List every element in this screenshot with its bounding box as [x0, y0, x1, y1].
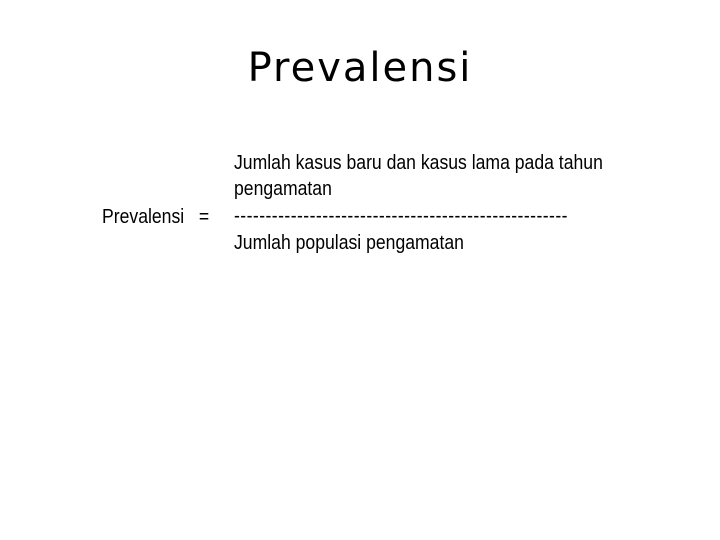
slide-title: Prevalensi	[247, 45, 473, 91]
numerator-line-2: pengamatan	[234, 178, 332, 200]
formula-fraction	[234, 150, 634, 256]
fraction-divider: -----------------------------------------------------	[234, 205, 568, 227]
formula-lhs-label: Prevalensi =	[102, 206, 210, 228]
denominator: Jumlah populasi pengamatan	[234, 232, 464, 254]
numerator-line-1: Jumlah kasus baru dan kasus lama pada tahun	[234, 152, 603, 174]
